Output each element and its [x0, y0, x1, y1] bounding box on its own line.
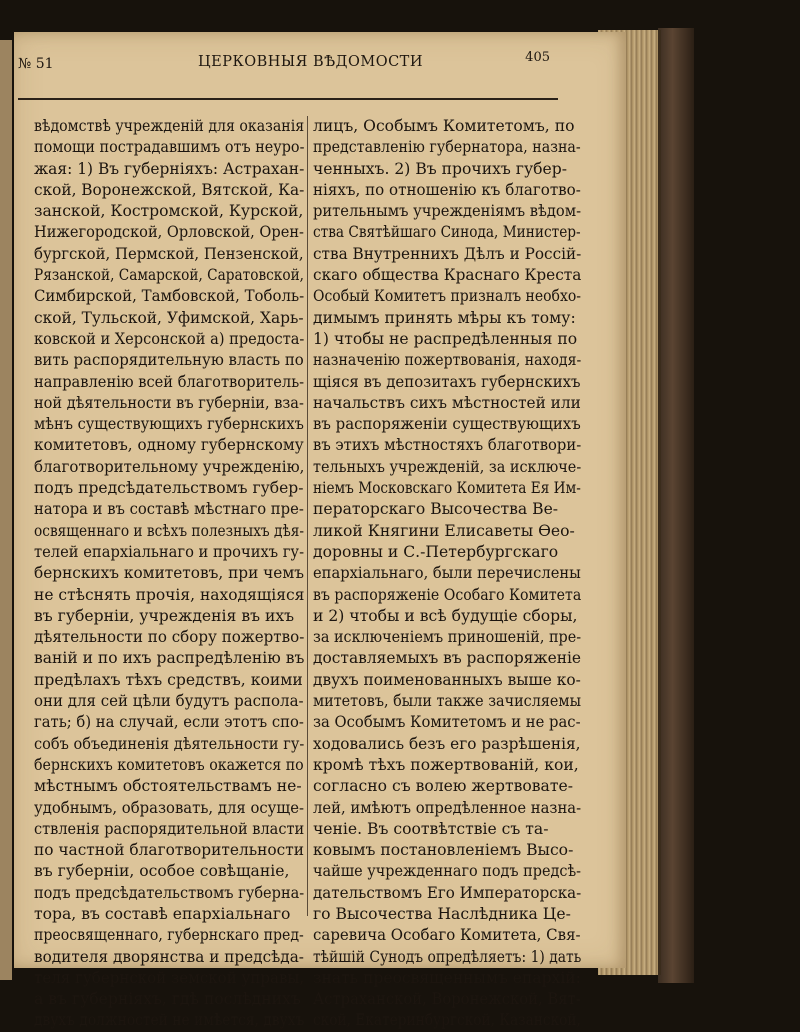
text-line: водителя дворянства и предсѣда-: [34, 947, 304, 966]
text-line: лицъ, Особымъ Комитетомъ, по: [313, 117, 575, 135]
text-line: въ этихъ мѣстностяхъ благотвори-: [313, 436, 582, 455]
text-line: кромѣ тѣхъ пожертвованій, кои,: [313, 755, 579, 774]
text-line: ной дѣятельности въ губерніи, вза-: [34, 393, 304, 412]
text-line: вить распорядительную власть по: [34, 351, 304, 370]
text-line: направленію всей благотворитель-: [34, 372, 305, 391]
text-line: въ распоряженіи существующихъ: [313, 415, 581, 434]
text-line: ства Святѣйшаго Синода, Министер-: [313, 223, 581, 242]
text-line: дательствомъ Его Императорска-: [313, 883, 582, 902]
text-line: дѣятельности по сбору пожертво-: [34, 628, 305, 647]
text-line: ніемъ Московскаго Комитета Ея Им-: [313, 479, 581, 498]
text-line: не стѣснять прочія, находящіяся: [34, 585, 305, 604]
text-line: ченныхъ. 2) Въ прочихъ губер-: [313, 159, 568, 178]
text-line: ской, Тульской, Уфимской, Харь-: [34, 308, 304, 327]
text-line: скаго общества Краснаго Креста: [313, 266, 582, 285]
text-line: мѣнъ существующихъ губернскихъ: [34, 415, 304, 434]
text-line: назначенію пожертвованія, находя-: [313, 351, 582, 370]
text-line: согласно съ волею жертвовате-: [313, 777, 573, 796]
right-text-column: [313, 116, 582, 1030]
text-line: въ губерніи, особое совѣщаніе,: [34, 862, 290, 881]
text-line: тора, въ составѣ епархіальнаго: [34, 904, 291, 923]
text-line: Нижегородской, Орловской, Орен-: [34, 223, 304, 242]
text-line: натора и въ составѣ мѣстнаго пре-: [34, 500, 304, 519]
text-line: 1) чтобы не распредѣленныя по: [313, 329, 578, 348]
text-line: ченіе. Въ соотвѣтствіе съ та-: [313, 819, 549, 838]
text-line: ковымъ постановленіемъ Высо-: [313, 841, 574, 860]
text-line: Рязанской, Самарской, Саратовской,: [34, 266, 305, 285]
text-line: доровны и С.-Петербургскаго: [313, 542, 559, 561]
text-line: бернскихъ комитетовъ, при чемъ: [34, 564, 304, 583]
text-line: ніяхъ, по отношенію къ благотво-: [313, 180, 581, 199]
facing-page-edge: [0, 40, 12, 980]
text-line: щіяся въ депозитахъ губернскихъ: [313, 372, 581, 391]
text-line: Симбирской, Тамбовской, Тоболь-: [34, 287, 305, 306]
text-line: димымъ принять мѣры къ тому:: [313, 308, 576, 327]
journal-title: ЦЕРКОВНЫЯ ВѢДОМОСТИ: [198, 54, 424, 70]
text-line: ствленія распорядительной власти: [34, 819, 305, 838]
text-line: занской, Костромской, Курской,: [34, 202, 304, 221]
text-line: тельныхъ учрежденій, за исключе-: [313, 457, 582, 476]
text-line: ператорскаго Высочества Ве-: [313, 500, 559, 519]
text-line: доставляемыхъ въ распоряженіе: [313, 649, 582, 668]
text-line: ходовались безъ его разрѣшенія,: [313, 734, 581, 753]
text-line: ваній и по ихъ распредѣленію въ: [34, 649, 305, 668]
page-number: 405: [525, 50, 550, 65]
text-line: вѣдомствѣ учрежденій для оказанія: [34, 117, 305, 135]
text-line: двухъ поименованныхъ выше ко-: [313, 670, 581, 689]
text-line: за Особымъ Комитетомъ и не рас-: [313, 713, 581, 732]
left-text-column: [34, 116, 305, 1030]
text-line: знать преосвященнымъ епархій:: [313, 968, 581, 987]
text-line: подъ предсѣдательствомъ губерна-: [34, 883, 305, 902]
text-line: бургской, Пермской, Пензенской,: [34, 244, 304, 263]
text-line: въ распоряженіе Особаго Комитета: [313, 585, 582, 604]
text-line: Астраханской, Воронежской, Вят-: [313, 990, 581, 1009]
text-line: ковской и Херсонской а) предоста-: [34, 329, 305, 348]
text-line: удобнымъ, образовать, для осуще-: [34, 798, 304, 817]
header-rule: [18, 98, 558, 100]
text-line: представленію губернатора, назна-: [313, 138, 581, 157]
text-line: они для сей цѣли будутъ распола-: [34, 692, 304, 711]
text-line: телей епархіальнаго и прочихъ гу-: [34, 542, 305, 561]
text-line: гать; б) на случай, если этотъ спо-: [34, 713, 304, 732]
text-line: тѣйшій Сунодъ опредѣляетъ: 1) дать: [313, 947, 582, 966]
text-line: подъ предсѣдательствомъ губер-: [34, 479, 304, 498]
text-line: саревича Особаго Комитета, Свя-: [313, 926, 581, 945]
text-line: рительнымъ учрежденіямъ вѣдом-: [313, 202, 582, 221]
text-line: ской, Екатеринбургской, Казанской,: [313, 1011, 581, 1030]
text-line: ства Внутреннихъ Дѣлъ и Россій-: [313, 244, 582, 263]
book-cover-edge: [658, 28, 694, 983]
text-line: въ губерніи, учрежденія въ ихъ: [34, 606, 295, 625]
text-line: ликой Княгини Елисаветы Ѳео-: [313, 521, 575, 540]
text-line: мѣстнымъ обстоятельствамъ не-: [34, 777, 302, 796]
text-line: и 2) чтобы и всѣ будущіе сборы,: [313, 606, 578, 625]
issue-number: № 51: [18, 56, 54, 72]
text-line: двухъ должностей не имѣется, двухъ: [34, 1011, 305, 1030]
text-line: теля губернской земской управы,: [34, 968, 305, 987]
text-line: лей, имѣютъ опредѣленное назна-: [313, 798, 582, 817]
text-line: предѣлахъ тѣхъ средствъ, коими: [34, 670, 303, 689]
text-line: епархіальнаго, были перечислены: [313, 564, 581, 583]
text-line: помощи пострадавшимъ отъ неуро-: [34, 138, 305, 157]
text-line: го Высочества Наслѣдника Це-: [313, 904, 571, 923]
text-line: начальствъ сихъ мѣстностей или: [313, 393, 581, 412]
text-line: преосвященнаго, губернскаго пред-: [34, 926, 304, 945]
text-line: ской, Воронежской, Вятской, Ка-: [34, 180, 305, 199]
text-line: комитетовъ, одному губернскому: [34, 436, 304, 455]
text-line: а въ губерніяхъ, гдѣ послѣднихъ: [34, 990, 301, 1009]
text-line: жая: 1) Въ губерніяхъ: Астрахан-: [34, 159, 305, 178]
column-divider: [307, 116, 308, 916]
text-line: чайше учрежденнаго подъ предсѣ-: [313, 862, 582, 881]
text-line: собъ объединенія дѣятельности гу-: [34, 734, 305, 753]
page-header: [18, 50, 550, 76]
text-line: по частной благотворительности: [34, 841, 304, 860]
text-line: бернскихъ комитетовъ окажется по: [34, 755, 304, 774]
text-line: Особый Комитетъ призналъ необхо-: [313, 287, 581, 306]
text-line: освященнаго и всѣхъ полезныхъ дѣя-: [34, 521, 305, 540]
text-line: за исключеніемъ приношеній, пре-: [313, 628, 582, 647]
text-line: митетовъ, были также зачисляемы: [313, 692, 582, 711]
text-line: благотворительному учрежденію,: [34, 457, 305, 476]
